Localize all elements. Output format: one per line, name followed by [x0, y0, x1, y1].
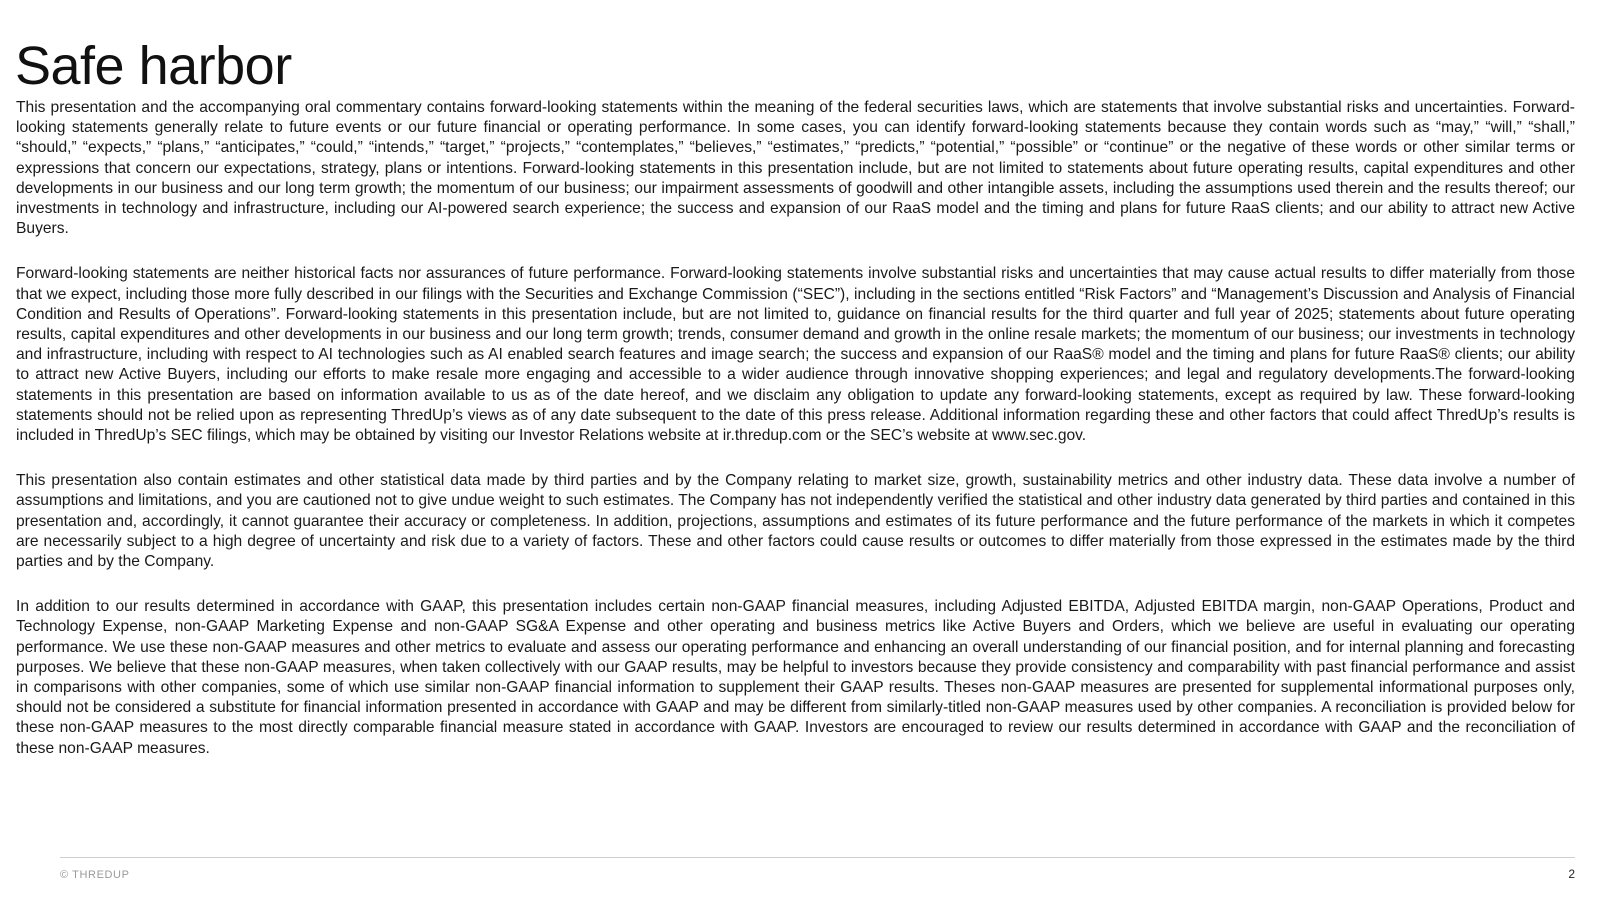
paragraph-third-party-estimates: This presentation also contain estimates and other statistical data made by third parties and by the Company relating to market size, growth, sustainability metrics and other industry data. These data involve a number of assumptions and limitations, and you are cautioned not to give undue weight to such estimates. The Company has not independently verified the statistical and other industry data generated by third parties and contained in this presentation and, accordingly, it cannot guarantee their accuracy or completeness. In addition, projections, assumptions and estimates of its future performance and the future performance of the markets in which it competes are necessarily subject to a high degree of uncertainty and risk due to a variety of factors. These and other factors could cause results or outcomes to differ materially from those expressed in the estimates made by the third parties and by the Company. — [16, 472, 1575, 571]
footer-divider — [60, 857, 1575, 858]
safe-harbor-body — [16, 98, 1575, 784]
page-number: 2 — [1568, 867, 1575, 881]
page-title: Safe harbor — [15, 36, 292, 96]
footer-copyright: © THREDUP — [60, 869, 130, 881]
paragraph-non-gaap-measures: In addition to our results determined in accordance with GAAP, this presentation includes certain non-GAAP financial measures, including Adjusted EBITDA, Adjusted EBITDA margin, non-GAAP Operations, Product and Technology Expense, non-GAAP Marketing Expense and non-GAAP SG&A Expense and other operating and business metrics like Active Buyers and Orders, which we believe are useful in evaluating our operating performance. We use these non-GAAP measures and other metrics to evaluate and assess our operating performance and enhancing an overall understanding of our financial position, and for internal planning and forecasting purposes. We believe that these non-GAAP measures, when taken collectively with our GAAP results, may be helpful to investors because they provide consistency and comparability with past financial performance and assist in comparisons with other companies, some of which use similar non-GAAP financial information to supplement their GAAP results. Theses non-GAAP measures are presented for supplemental informational purposes only, should not be considered a substitute for financial information presented in accordance with GAAP and may be different from similarly-titled non-GAAP measures used by other companies. A reconciliation is provided below for these non-GAAP measures to the most directly comparable financial measure stated in accordance with GAAP. Investors are encouraged to review our results determined in accordance with GAAP and the reconciliation of these non-GAAP measures. — [16, 598, 1575, 757]
paragraph-forward-looking-risks: Forward-looking statements are neither historical facts nor assurances of future performance. Forward-looking statements involve substantial risks and uncertainties that may cause actual results to differ materially from those that we expect, including those more fully described in our filings with the Securities and Exchange Commission (“SEC”), including in the sections entitled “Risk Factors” and “Management’s Discussion and Analysis of Financial Condition and Results of Operations”. Forward-looking statements in this presentation include, but are not limited to, guidance on financial results for the third quarter and full year of 2025; statements about future operating results, capital expenditures and other developments in our business and our long term growth; trends, consumer demand and growth in the online resale markets; the momentum of our business; our investments in technology and infrastructure, including with respect to AI technologies such as AI enabled search features and image search; the success and expansion of our RaaS® model and the timing and plans for future RaaS® clients; our ability to attract new Active Buyers, including our efforts to make resale more engaging and accessible to a wider audience through innovative shopping experiences; and legal and regulatory developments.The forward-looking statements in this presentation are based on information available to us as of the date hereof, and we disclaim any obligation to update any forward-looking statements, except as required by law. These forward-looking statements should not be relied upon as representing ThredUp’s views as of any date subsequent to the date of this press release. Additional information regarding these and other factors that could affect ThredUp’s results is included in ThredUp’s SEC filings, which may be obtained by visiting our Investor Relations website at ir.thredup.com or the SEC’s website at www.sec.gov. — [16, 265, 1575, 445]
paragraph-forward-looking-intro: This presentation and the accompanying oral commentary contains forward-looking statements within the meaning of the federal securities laws, which are statements that involve substantial risks and uncertainties. Forward-looking statements generally relate to future events or our future financial or operating performance. In some cases, you can identify forward-looking statements because they contain words such as “may,” “will,” “shall,” “should,” “expects,” “plans,” “anticipates,” “could,” “intends,” “target,” “projects,” “contemplates,” “believes,” “estimates,” “predicts,” “potential,” “possible” or “continue” or the negative of these words or other similar terms or expressions that concern our expectations, strategy, plans or intentions. Forward-looking statements in this presentation include, but are not limited to statements about future operating results, capital expenditures and other developments in our business and our long term growth; the momentum of our business; our impairment assessments of goodwill and other intangible assets, including the assumptions used therein and the results thereof; our investments in technology and infrastructure, including our AI-powered search experience; the success and expansion of our RaaS model and the timing and plans for future RaaS clients; and our ability to attract new Active Buyers. — [16, 99, 1575, 238]
